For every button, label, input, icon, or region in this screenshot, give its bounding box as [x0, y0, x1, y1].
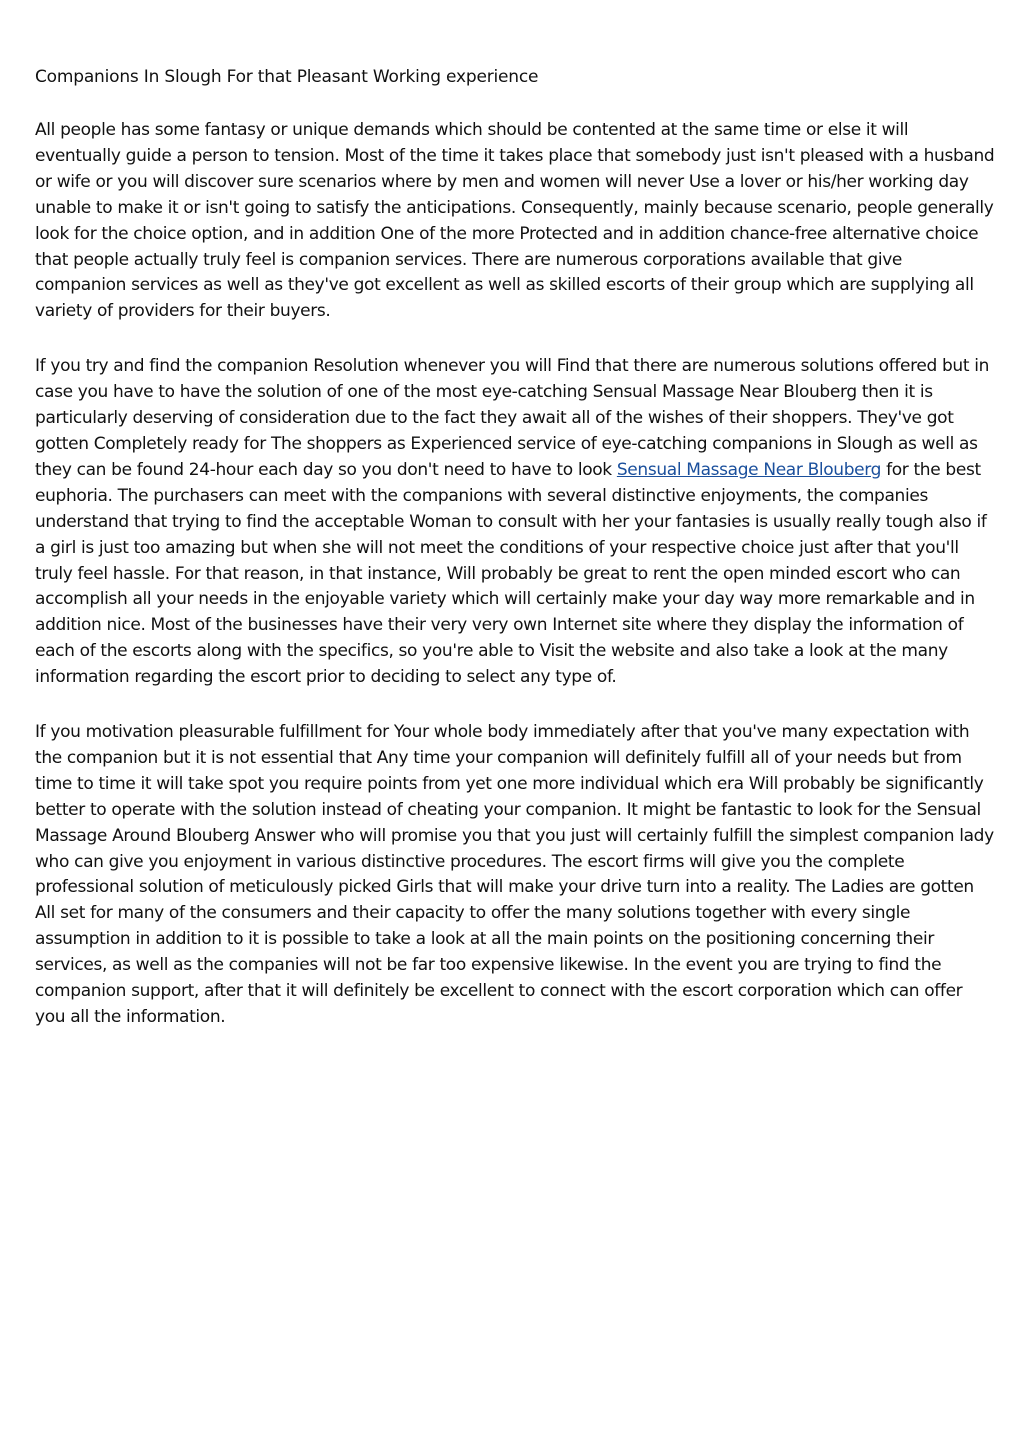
paragraph-text-after-link: for the best euphoria. The purchasers can meet with the companions with several distinctive enjoyments, the companies understand that trying to find the acceptable Woman to consult with her your fantasies is usually really tough also if a girl is just too amazing but when she will not meet the conditions of your respective choice just after that you'll truly feel hassle. For that reason, in that instance, Will probably be great to rent the open minded escort who can accomplish all your needs in the enjoyable variety which will certainly make your day way more remarkable and in addition nice. Most of the businesses have their very very own Internet site where they display the information of each of the escorts along with the specifics, so you're able to Visit the website and also take a look at the many information regarding the escort prior to deciding to select any type of.: [35, 459, 987, 688]
document-title: Companions In Slough For that Pleasant Working experience: [35, 67, 539, 87]
document-page: [35, 64, 995, 1060]
paragraph-intro: All people has some fantasy or unique demands which should be contented at the same time or else it will eventually guide a person to tension. Most of the time it takes place that somebody just isn't pleased with a husband or wife or you will discover sure scenarios where by men and women will never Use a lover or his/her working day unable to make it or isn't going to satisfy the anticipations. Consequently, mainly because scenario, people generally look for the choice option, and in addition One of the more Protected and in addition chance-free alternative choice that people actually truly feel is companion services. There are numerous corporations available that give companion services as well as they've got excellent as well as skilled escorts of their group which are supplying all variety of providers for their buyers.: [35, 120, 995, 322]
paragraph-fulfillment: If you motivation pleasurable fulfillment for Your whole body immediately after that you've many expectation with the companion but it is not essential that Any time your companion will definitely fulfill all of your needs but from time to time it will take spot you require points from yet one more individual which era Will probably be significantly better to operate with the solution instead of cheating your companion. It might be fantastic to look for the Sensual Massage Around Blouberg Answer who will promise you that you just will certainly fulfill the simplest companion lady who can give you enjoyment in various distinctive procedures. The escort firms will give you the complete professional solution of meticulously picked Girls that will make your drive turn into a reality. The Ladies are gotten All set for many of the consumers and their capacity to offer the many solutions together with every single assumption in addition to it is possible to take a look at all the main points on the positioning concerning their services, as well as the companies will not be far too expensive likewise. In the event you are trying to find the companion support, after that it will definitely be excellent to connect with the escort corporation which can offer you all the information.: [35, 722, 994, 1027]
paragraph-text-before-link: If you try and find the companion Resolution whenever you will Find that there are numerous solutions offered but in case you have to have the solution of one of the most eye-catching Sensual Massage Near Blouberg then it is particularly deserving of consideration due to the fact they await all of the wishes of their shoppers. They've got gotten Completely ready for The shoppers as Experienced service of eye-catching companions in Slough as well as they can be found 24-hour each day so you don't need to have to look: [35, 356, 990, 480]
sensual-massage-link[interactable]: Sensual Massage Near Blouberg: [616, 459, 882, 480]
paragraph-resolution: [35, 354, 995, 691]
